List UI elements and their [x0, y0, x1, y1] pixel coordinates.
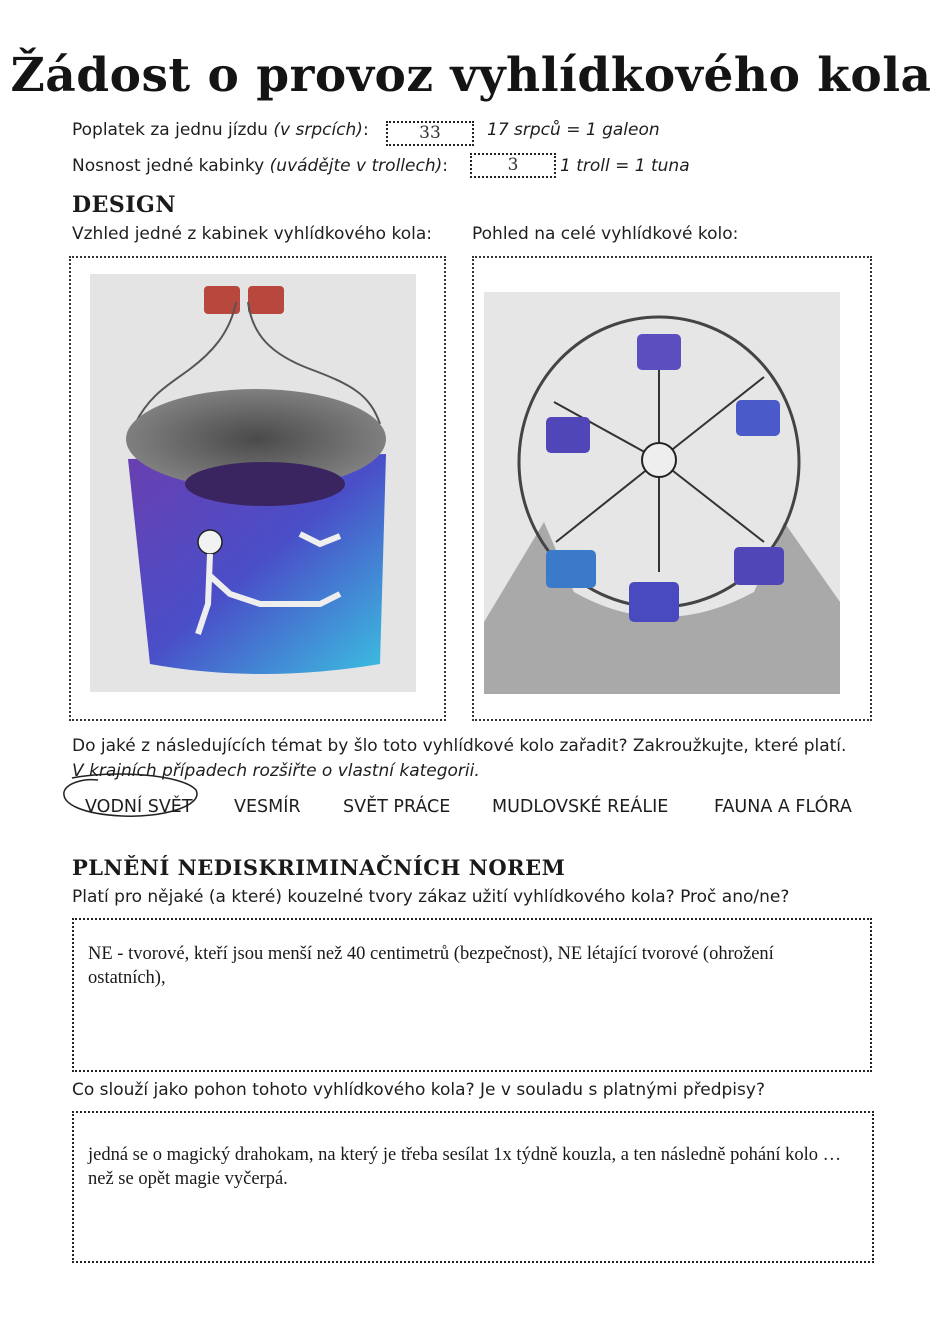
design-heading: DESIGN [72, 192, 176, 218]
wheel-drawing-svg [484, 292, 840, 694]
themes-question: Do jaké z následujících témat by šlo toto vyhlídkové kolo zařadit? Zakroužkujte, které platí. [72, 736, 847, 756]
answer-box-1[interactable] [72, 918, 872, 1072]
rules-question-1: Platí pro nějaké (a které) kouzelné tvory zákaz užití vyhlídkového kola? Proč ano/ne? [72, 887, 790, 907]
theme-option-water-world[interactable]: VODNÍ SVĚT [85, 797, 193, 817]
wheel-drawing [484, 292, 840, 694]
fee-colon: : [362, 120, 369, 140]
fee-input[interactable]: 33 [386, 121, 474, 146]
capacity-unit: (uvádějte v trollech) [269, 156, 443, 176]
capacity-input[interactable]: 3 [470, 153, 556, 178]
answer-1-text: NE - tvorové, kteří jsou menší než 40 centimetrů (bezpečnost), NE létající tvorové (ohrožení ostatních), [88, 944, 774, 988]
wheel-hub [642, 443, 676, 477]
rules-heading: PLNĚNÍ NEDISKRIMINAČNÍCH NOREM [72, 855, 566, 880]
capacity-conversion-note: 1 troll = 1 tuna [560, 156, 690, 176]
answer-box-2[interactable] [72, 1111, 874, 1263]
wheel-label: Pohled na celé vyhlídkové kolo: [472, 224, 739, 244]
page-title: Žádost o provoz vyhlídkového kola [10, 48, 932, 103]
capacity-label: Nosnost jedné kabinky [72, 156, 265, 176]
theme-option-muggle-realia[interactable]: MUDLOVSKÉ REÁLIE [492, 797, 669, 817]
cabin-label: Vzhled jedné z kabinek vyhlídkového kola: [72, 224, 432, 244]
capacity-row [72, 156, 448, 176]
rules-question-2: Co slouží jako pohon tohoto vyhlídkového kola? Je v souladu s platnými předpisy? [72, 1080, 765, 1100]
theme-option-space[interactable]: VESMÍR [234, 797, 301, 817]
answer-2-text: jedná se o magický drahokam, na který je třeba sesílat 1x týdně kouzla, a ten následně pohání kolo … než se opět magie vyčerpá. [88, 1145, 842, 1189]
capacity-colon: : [442, 156, 448, 176]
fee-conversion-note: 17 srpců = 1 galeon [487, 120, 660, 140]
cabin-drawing [90, 274, 416, 692]
fee-unit: (v srpcích) [273, 120, 363, 140]
themes-hint: V krajních případech rozšiřte o vlastní kategorii. [72, 761, 480, 781]
handle-right [248, 286, 284, 314]
theme-option-fauna-flora[interactable]: FAUNA A FLÓRA [714, 797, 852, 817]
fee-label: Poplatek za jednu jízdu [72, 120, 268, 140]
theme-option-work-world[interactable]: SVĚT PRÁCE [343, 797, 451, 817]
fee-row [72, 120, 369, 140]
cabin-drawing-svg [90, 274, 416, 692]
